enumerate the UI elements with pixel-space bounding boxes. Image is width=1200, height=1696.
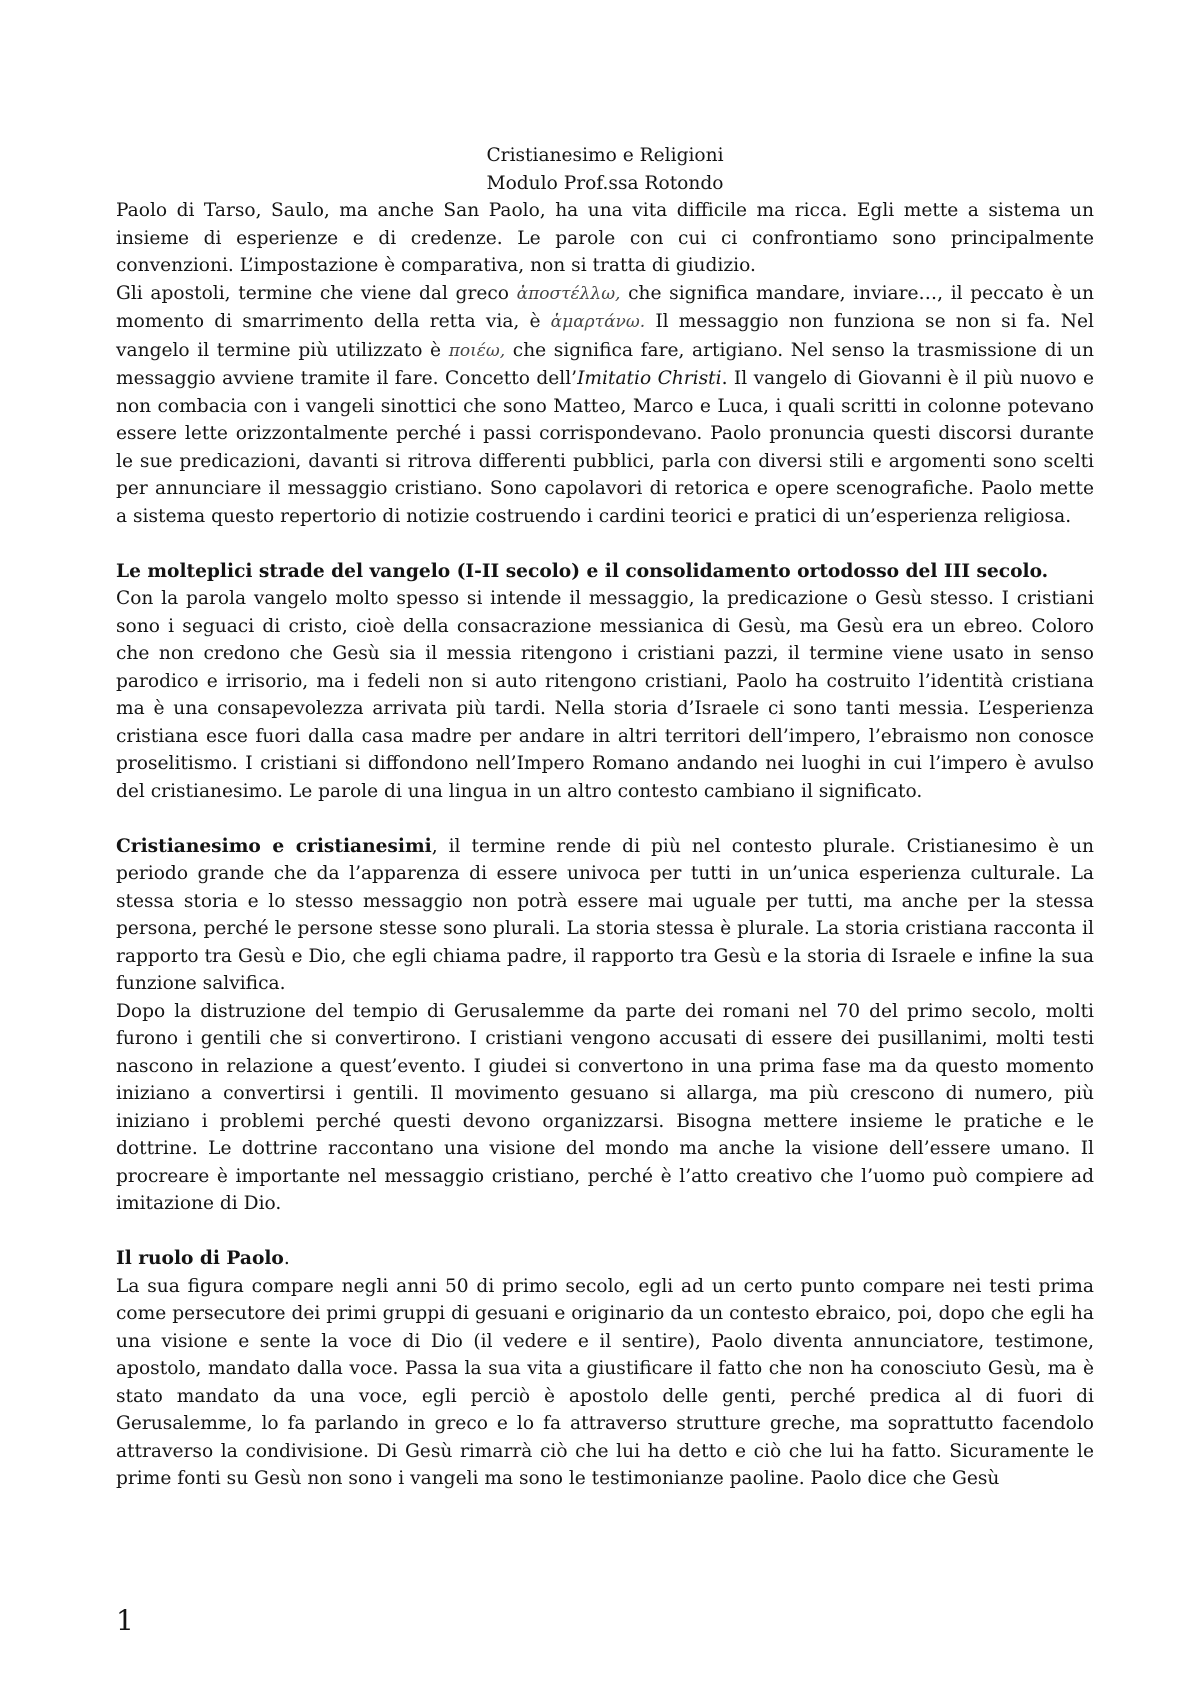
paragraph-gap xyxy=(116,805,1094,833)
text-run: , il termine rende di più nel contesto plurale. Cristianesimo è un periodo grande che da l’apparenza di essere univoca per tutti in un’unica esperienza culturale. La stessa storia e lo stesso messaggio non potrà essere mai uguale per tutti, ma anche per la stessa persona, perché le persone stesse sono plurali. La storia stessa è plurale. La storia cristiana racconta il rapporto tra Gesù e Dio, che egli chiama padre, il rapporto tra Gesù e la storia di Israele e infine la sua funzione salvifica. xyxy=(116,835,1094,994)
text-run: . Il vangelo di Giovanni è il più nuovo e non combacia con i vangeli sinottici che sono Matteo, Marco e Luca, i quali scritti in colonne potevano essere lette orizzontalmente perché i passi corrispondevano. Paolo pronuncia questi discorsi durante le sue predicazioni, davanti si ritrova differenti pubblici, parla con diversi stili e argomenti sono scelti per annunciare il messaggio cristiano. Sono capolavori di retorica e opere scenografiche. Paolo mette a sistema questo repertorio di notizie costruendo i cardini teorici e pratici di un’esperienza religiosa. xyxy=(116,368,1094,527)
text-run: che significa mandare, inviare…, il peccato è un momento di smarrimento della retta via, è xyxy=(116,282,1094,332)
text-run: . xyxy=(283,1248,290,1269)
text-run: che significa fare, artigiano. Nel senso la trasmissione di un messaggio avviene tramite il fare. Concetto dell’ xyxy=(116,339,1095,389)
section-heading-paolo-line xyxy=(116,1245,1094,1273)
section-heading-vangelo: Le molteplici strade del vangelo (I-II secolo) e il consolidamento ortodosso del III secolo. xyxy=(116,560,1049,582)
document-subtitle: Modulo Prof.ssa Rotondo xyxy=(486,172,724,194)
title-block xyxy=(116,142,1094,197)
paragraph-gap xyxy=(116,1218,1094,1246)
greek-term-apostello: ἀποστέλλω, xyxy=(516,283,621,304)
intro-paragraph-1: Paolo di Tarso, Saulo, ma anche San Paolo, ha una vita difficile ma ricca. Egli mette a sistema un insieme di esperienze e di credenze. Le parole con cui ci confrontiamo sono principalmente convenzioni. L’impostazione è comparativa, non si tratta di giudizio. xyxy=(116,200,1094,276)
section-cristianesimi-body xyxy=(116,833,1094,998)
document-page xyxy=(116,142,1094,1493)
section-paolo-body: La sua figura compare negli anni 50 di primo secolo, egli ad un certo punto compare nei testi prima come persecutore dei primi gruppi di gesuani e originario da un contesto ebraico, poi, dopo che egli ha una visione e sente la voce di Dio (il vedere e il sentire), Paolo diventa annunciatore, testimone, apostolo, mandato dalla voce. Passa la sua vita a giustificare il fatto che non ha conosciuto Gesù, ma è stato mandato da una voce, egli perciò è apostolo delle genti, perché predica al di fuori di Gerusalemme, lo fa parlando in greco e lo fa attraverso strutture greche, ma soprattutto facendolo attraverso la condivisione. Di Gesù rimarrà ciò che lui ha detto e ciò che lui ha fatto. Sicuramente le prime fonti su Gesù non sono i vangeli ma sono le testimonianze paoline. Paolo dice che Gesù xyxy=(116,1275,1094,1489)
italic-term-imitatio: Imitatio Christi xyxy=(577,368,722,389)
text-run: Gli apostoli, termine che viene dal greco xyxy=(116,282,517,304)
greek-term-hamartano: ἁμαρτάνω. xyxy=(550,312,646,332)
page-number: 1 xyxy=(116,1604,134,1637)
section-lead-cristianesimi: Cristianesimo e cristianesimi xyxy=(116,835,432,857)
text-run: Il messaggio non funziona se non si fa. Nel vangelo il termine più utilizzato è xyxy=(116,311,1094,361)
paragraph-gap xyxy=(116,530,1094,558)
section-cristianesimi-body-2: Dopo la distruzione del tempio di Gerusalemme da parte dei romani nel 70 del primo secolo, molti furono i gentili che si convertirono. I cristiani vengono accusati di essere dei pusillanimi, molti testi nascono in relazione a quest’evento. I giudei si convertono in una prima fase ma da questo momento iniziano a convertirsi i gentili. Il movimento gesuano si allarga, ma più crescono di numero, più iniziano i problemi perché questi devono organizzarsi. Bisogna mettere insieme le pratiche e le dottrine. Le dottrine raccontano una visione del mondo ma anche la visione dell’essere umano. Il procreare è importante nel messaggio cristiano, perché è l’atto creativo che l’uomo può compiere ad imitazione di Dio. xyxy=(116,1000,1094,1214)
document-title: Cristianesimo e Religioni xyxy=(486,145,724,166)
greek-term-poieo: ποιέω, xyxy=(448,340,506,361)
section-vangelo-body: Con la parola vangelo molto spesso si intende il messaggio, la predicazione o Gesù stesso. I cristiani sono i seguaci di cristo, cioè della consacrazione messianica di Gesù, ma Gesù era un ebreo. Coloro che non credono che Gesù sia il messia ritengono i cristiani pazzi, il termine viene usato in senso parodico e irrisorio, ma i fedeli non si auto ritengono cristiani, Paolo ha costruito l’identità cristiana ma è una consapevolezza arrivata più tardi. Nella storia d’Israele ci sono tanti messia. L’esperienza cristiana esce fuori dalla casa madre per andare in altri territori dell’impero, l’ebraismo non conosce proselitismo. I cristiani si diffondono nell’Impero Romano andando nei luoghi in cui l’impero è avulso del cristianesimo. Le parole di una lingua in un altro contesto cambiano il significato. xyxy=(116,588,1094,802)
section-heading-paolo: Il ruolo di Paolo xyxy=(116,1248,284,1269)
intro-paragraph-2 xyxy=(116,280,1094,531)
